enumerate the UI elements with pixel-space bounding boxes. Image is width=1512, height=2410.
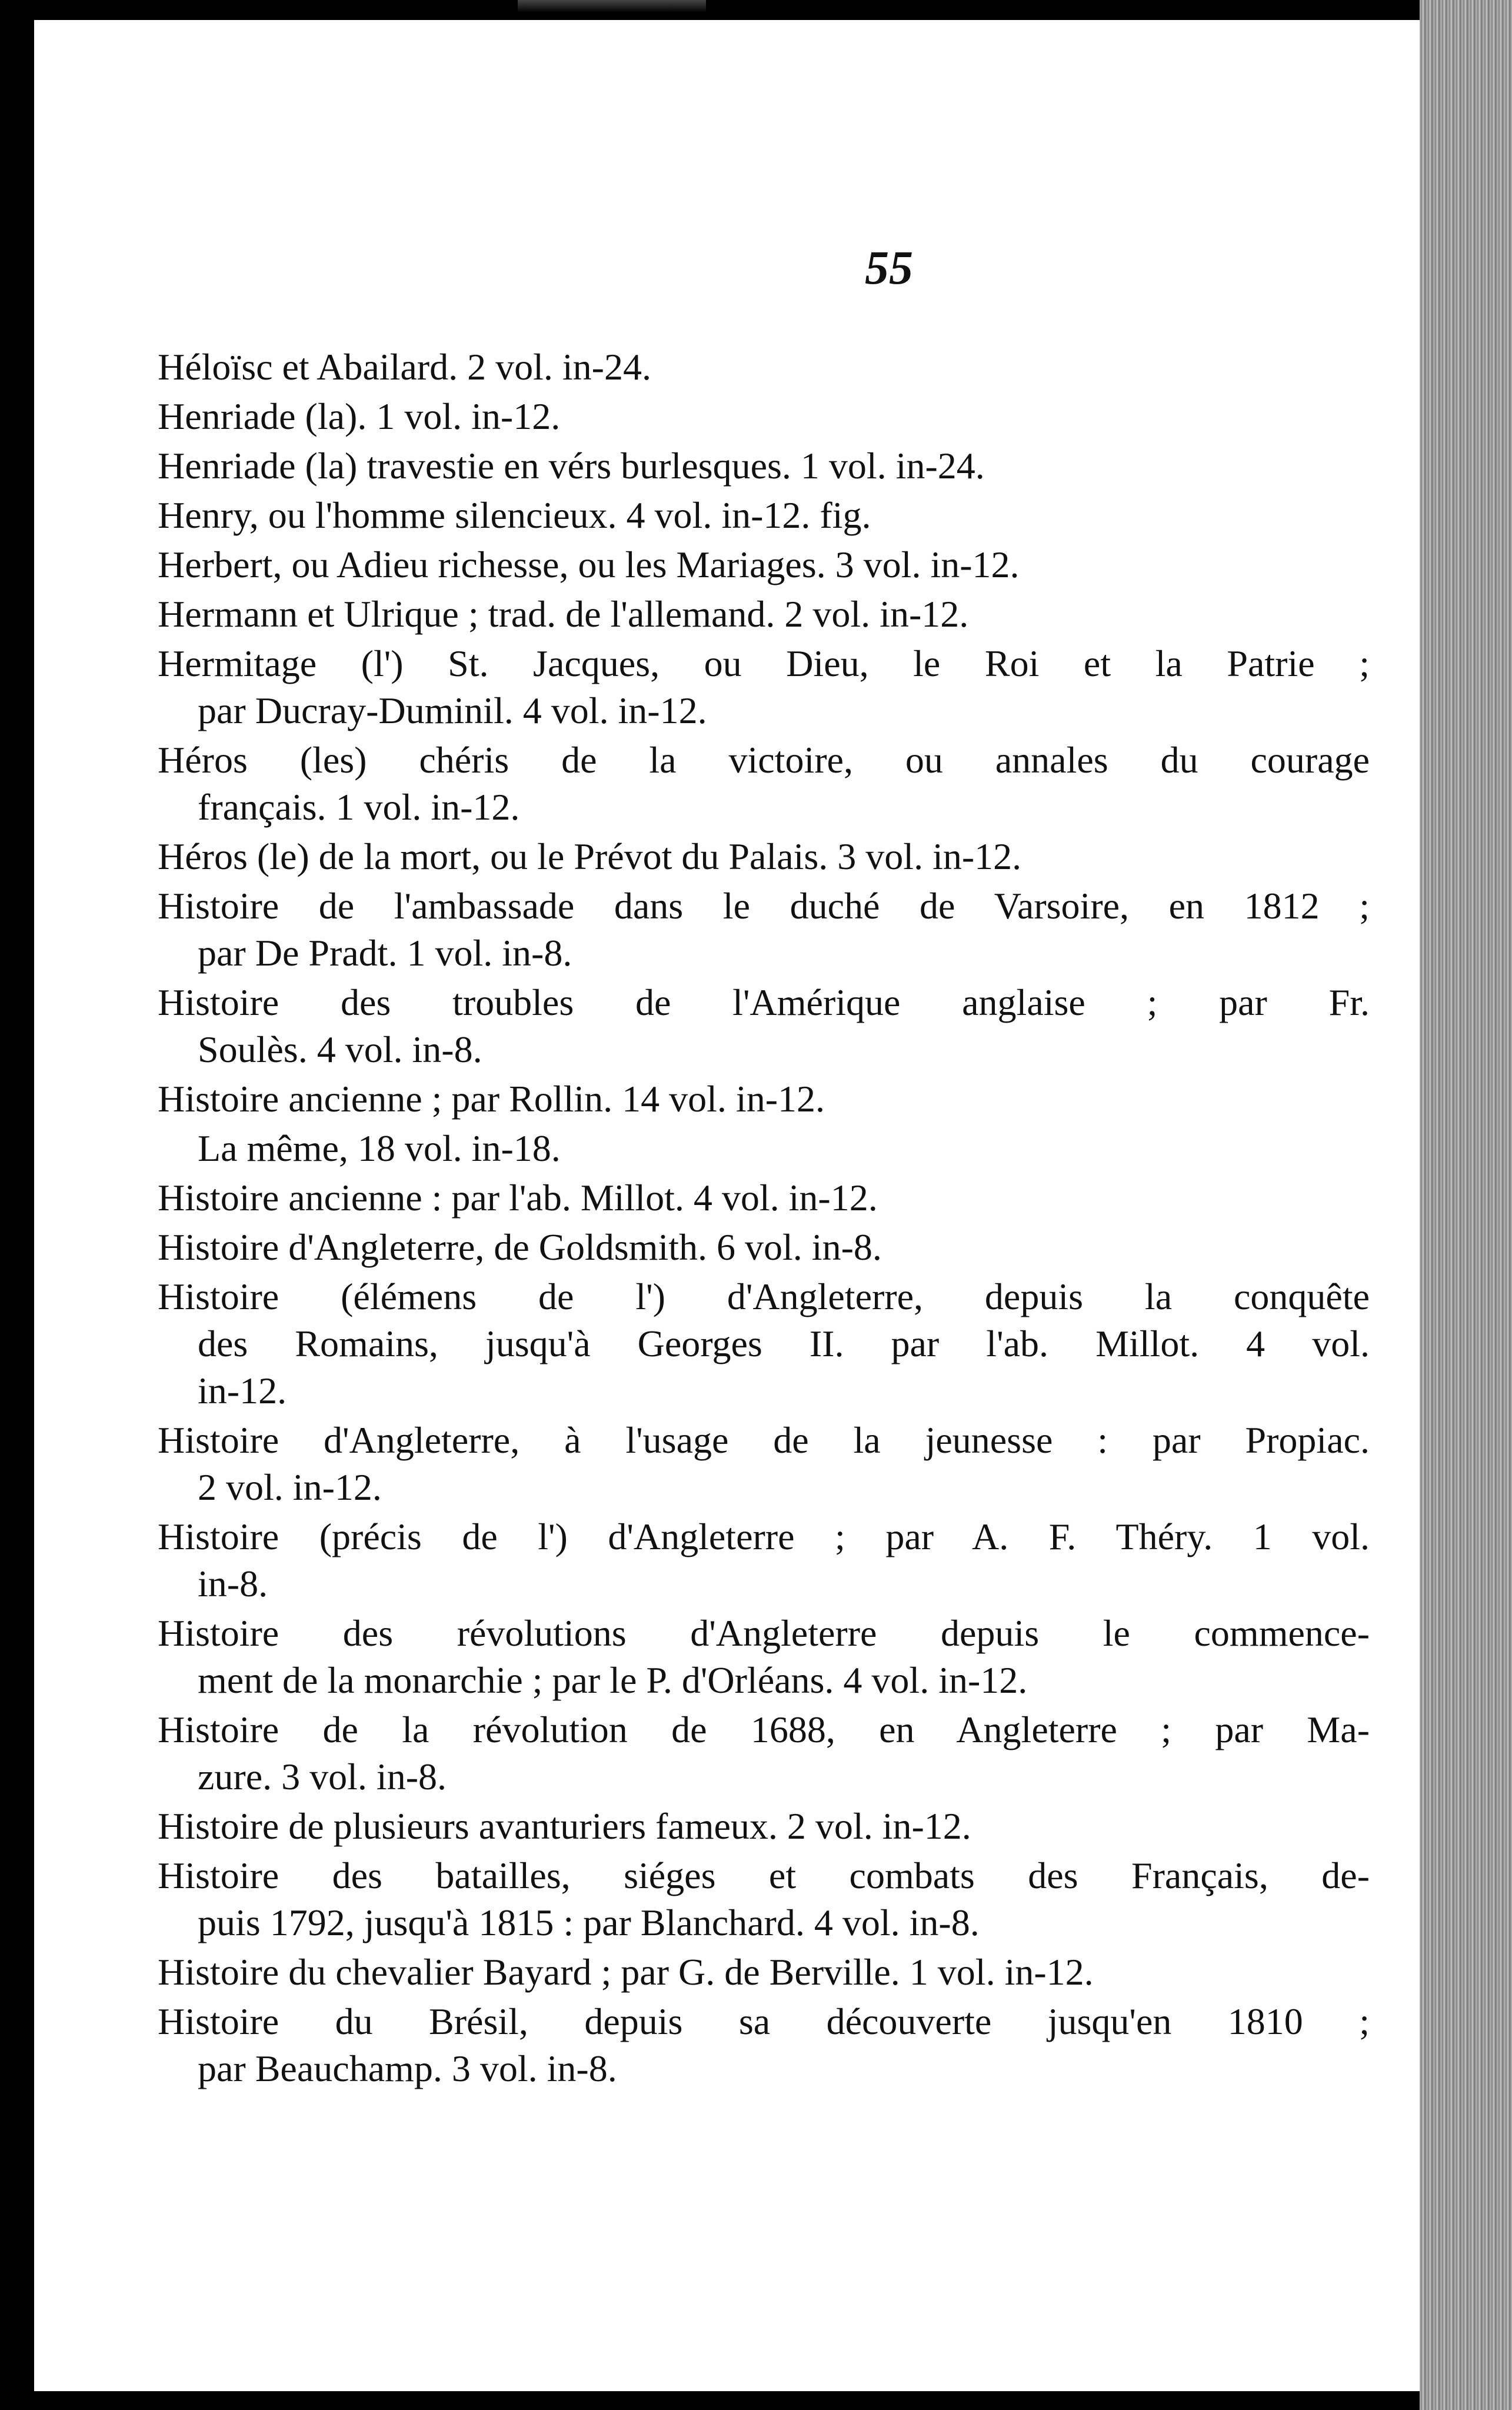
- catalogue-entry: [158, 737, 1370, 831]
- entry-line: 2 vol. in-12.: [198, 1466, 382, 1508]
- entry-line: Histoire du chevalier Bayard ; par G. de Berville. 1 vol. in-12.: [158, 1951, 1094, 1993]
- entry-line: Henriade (la) travestie en vérs burlesques. 1 vol. in-24.: [158, 445, 985, 487]
- entry-line: zure. 3 vol. in-8.: [198, 1756, 447, 1797]
- catalogue-entry: [158, 979, 1370, 1073]
- entry-line: Histoire du Brésil, depuis sa découverte jusqu'en 1810 ;: [158, 2000, 1370, 2042]
- entry-line: Histoire des batailles, siéges et combats des Français, de-: [158, 1855, 1370, 1896]
- entry-line: Henry, ou l'homme silencieux. 4 vol. in-12. fig.: [158, 494, 871, 536]
- entry-line: par Ducray-Duminil. 4 vol. in-12.: [198, 690, 707, 731]
- entry-line: Histoire des révolutions d'Angleterre depuis le commence-: [158, 1612, 1370, 1654]
- catalogue-entry: [158, 1949, 1370, 1996]
- catalogue-entry: [158, 344, 1370, 391]
- catalogue-entry: [158, 883, 1370, 977]
- entry-line: Histoire d'Angleterre, à l'usage de la jeunesse : par Propiac.: [158, 1419, 1370, 1461]
- catalogue-entry: [158, 833, 1370, 880]
- entry-line: Hermitage (l') St. Jacques, ou Dieu, le Roi et la Patrie ;: [158, 643, 1370, 684]
- catalogue-entry: [158, 1610, 1370, 1704]
- catalogue-entry: [158, 1076, 1370, 1123]
- entry-line: in-12.: [198, 1370, 287, 1412]
- catalogue-entry: [158, 1273, 1370, 1414]
- entry-line: Hermann et Ulrique ; trad. de l'allemand. 2 vol. in-12.: [158, 593, 969, 635]
- entry-line: puis 1792, jusqu'à 1815 : par Blanchard. 4 vol. in-8.: [198, 1902, 980, 1943]
- entry-line: La même, 18 vol. in-18.: [198, 1127, 561, 1169]
- entry-line: Histoire (élémens de l') d'Angleterre, depuis la conquête: [158, 1276, 1370, 1317]
- catalogue-entry: [158, 1998, 1370, 2092]
- catalogue-entry: [158, 1417, 1370, 1511]
- catalogue-entry: [158, 1803, 1370, 1850]
- entry-line: Héros (le) de la mort, ou le Prévot du Palais. 3 vol. in-12.: [158, 835, 1022, 877]
- entry-line: Histoire d'Angleterre, de Goldsmith. 6 vol. in-8.: [158, 1226, 882, 1268]
- catalogue-entry: [158, 393, 1370, 440]
- catalogue-entry: [158, 640, 1370, 734]
- catalogue-entry: [158, 442, 1370, 490]
- entry-line: Héros (les) chéris de la victoire, ou annales du courage: [158, 739, 1370, 781]
- book-page: [34, 20, 1420, 2391]
- page-edge-shadow: [1420, 0, 1512, 2410]
- entry-line: Soulès. 4 vol. in-8.: [198, 1028, 482, 1070]
- scan-top-mark: [518, 0, 706, 13]
- entry-line: Histoire de plusieurs avanturiers fameux. 2 vol. in-12.: [158, 1805, 971, 1847]
- entry-line: Histoire de l'ambassade dans le duché de Varsoire, en 1812 ;: [158, 885, 1370, 927]
- entry-line: Henriade (la). 1 vol. in-12.: [158, 395, 561, 437]
- entry-line: ment de la monarchie ; par le P. d'Orléans. 4 vol. in-12.: [198, 1659, 1028, 1701]
- catalogue-entry: [158, 1513, 1370, 1607]
- entry-line: Héloïsc et Abailard. 2 vol. in-24.: [158, 346, 651, 388]
- entry-line: par De Pradt. 1 vol. in-8.: [198, 932, 572, 974]
- entry-line: in-8.: [198, 1563, 268, 1605]
- entry-line: Histoire des troubles de l'Amérique anglaise ; par Fr.: [158, 981, 1370, 1023]
- catalogue-entry: [158, 591, 1370, 638]
- entry-line: Histoire ancienne ; par Rollin. 14 vol. in-12.: [158, 1078, 825, 1120]
- catalogue-entry: [158, 1224, 1370, 1271]
- entry-line: Herbert, ou Adieu richesse, ou les Mariages. 3 vol. in-12.: [158, 544, 1020, 585]
- entry-line: Histoire (précis de l') d'Angleterre ; par A. F. Théry. 1 vol.: [158, 1516, 1370, 1557]
- entry-line: Histoire ancienne : par l'ab. Millot. 4 vol. in-12.: [158, 1177, 878, 1219]
- catalogue-entry: [158, 492, 1370, 539]
- book-spine-shadow: [24, 0, 34, 2410]
- catalogue-entries: [158, 344, 1370, 2095]
- catalogue-entry: [158, 541, 1370, 588]
- entry-line: Histoire de la révolution de 1688, en Angleterre ; par Ma-: [158, 1709, 1370, 1750]
- catalogue-entry: [158, 1174, 1370, 1221]
- entry-line: français. 1 vol. in-12.: [198, 786, 520, 828]
- catalogue-entry: [158, 1706, 1370, 1800]
- entry-line: des Romains, jusqu'à Georges II. par l'ab. Millot. 4 vol.: [198, 1323, 1370, 1364]
- catalogue-entry: [158, 1125, 1370, 1172]
- catalogue-entry: [158, 1852, 1370, 1946]
- entry-line: par Beauchamp. 3 vol. in-8.: [198, 2048, 617, 2089]
- page-number: 55: [865, 241, 913, 294]
